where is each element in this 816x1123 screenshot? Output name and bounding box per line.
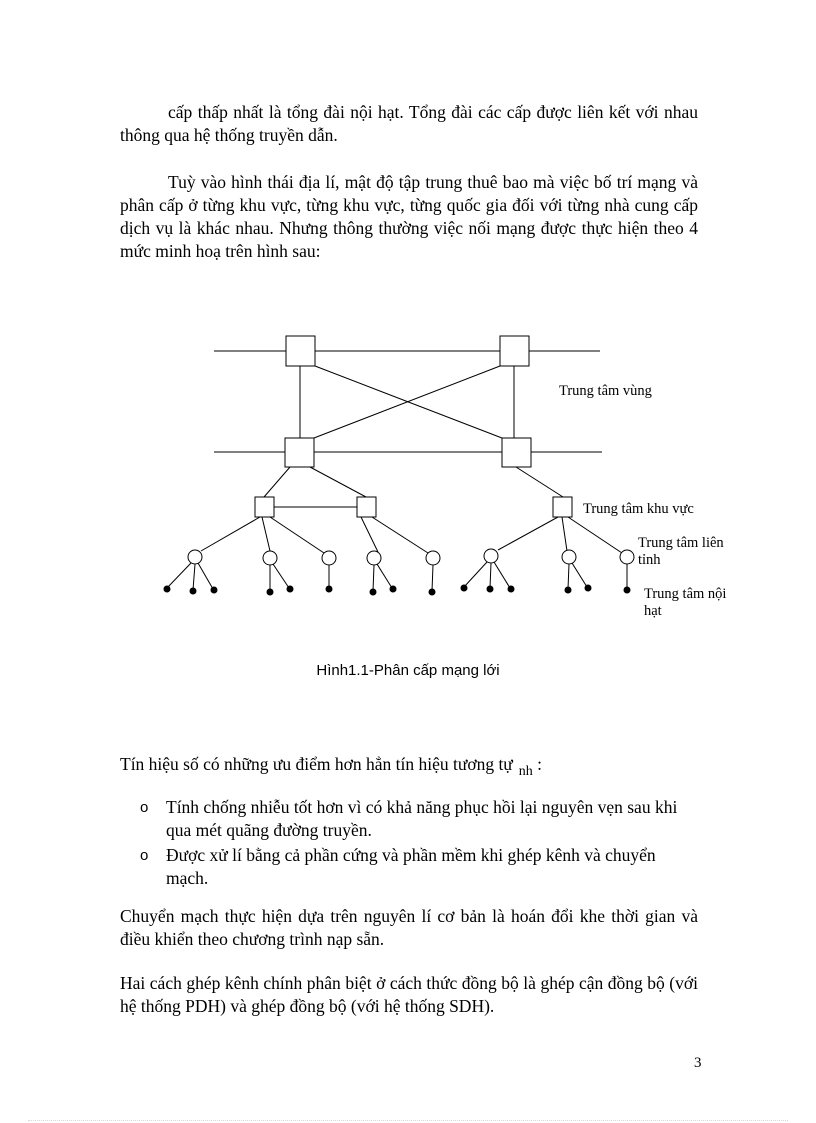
paragraph-4: Hai cách ghép kênh chính phân biệt ở cách thức đồng bộ là ghép cận đồng bộ (với hệ thống PDH) và ghép đồng bộ (với hệ thống SDH). [120,973,698,1016]
local-center-node [267,589,274,596]
list-item [140,844,700,890]
local-center-node [390,586,397,593]
provincial-center-node [188,550,202,564]
page-number: 3 [694,1055,702,1071]
bullet-marker: o [140,799,149,816]
label-regional-center: Trung tâm vùng [559,383,652,399]
advantages-intro [120,753,698,778]
provincial-center-node [322,551,336,565]
provincial-center-node [367,551,381,565]
provincial-center-node [562,550,576,564]
area-center-node [553,497,572,517]
regional-center-node [500,336,529,366]
label-provincial-center-line2: tỉnh [638,552,661,568]
local-center-node [624,587,631,594]
list-item [140,796,700,842]
local-center-node [287,586,294,593]
provincial-center-node [484,549,498,563]
advantages-intro-subscript: nh [518,764,533,779]
regional-center-node [286,336,315,366]
provincial-center-node [620,550,634,564]
local-center-node [326,586,333,593]
label-local-center-line1: Trung tâm nội [644,586,727,602]
list-item-text: Tính chống nhiễu tốt hơn vì có khả năng phục hồi lại nguyên vẹn sau khi qua mét quãng đường truyền. [166,797,678,840]
regional-center-node [285,438,314,467]
local-center-node [565,587,572,594]
local-center-node [461,585,468,592]
local-center-node [487,586,494,593]
label-area-center: Trung tâm khu vực [583,501,694,517]
paragraph-3: Chuyển mạch thực hiện dựa trên nguyên lí cơ bản là hoán đổi khe thời gian và điều khiển theo chương trình nạp sẵn. [120,906,698,949]
paragraph-2: Tuỳ vào hình thái địa lí, mật độ tập trung thuê bao mà việc bố trí mạng và phân cấp ở từng khu vực, từng khu vực, từng quốc gia đối với từng nhà cung cấp dịch vụ là khác nhau. Nhưng thông thường việc nối mạng được thực hiện theo 4 mức minh hoạ trên hình sau: [120,172,698,261]
local-center-node [164,586,171,593]
advantages-list [140,796,700,892]
local-center-node [370,589,377,596]
list-item-text: Được xử lí bằng cả phần cứng và phần mềm khi ghép kênh và chuyển mạch. [166,845,656,888]
page-bottom-rule [28,1120,788,1121]
local-exchange-nodes [164,585,631,596]
provincial-center-node [426,551,440,565]
local-center-node [190,588,197,595]
local-center-node [211,587,218,594]
advantages-intro-text: Tín hiệu số có những ưu điểm hơn hẳn tín hiệu tương tự [120,754,513,774]
bullet-marker: o [140,847,149,864]
area-center-node [357,497,376,517]
label-local-center-line2: hạt [644,603,662,619]
label-provincial-center-line1: Trung tâm liên [638,535,724,551]
local-center-node [508,586,515,593]
regional-center-node [502,438,531,467]
figure-caption: Hình1.1-Phân cấp mạng lới [316,662,500,679]
area-center-node [255,497,274,517]
paragraph-1: cấp thấp nhất là tổng đài nội hạt. Tổng đài các cấp được liên kết với nhau thông qua hệ thống truyền dẫn. [120,102,698,145]
local-center-node [585,585,592,592]
advantages-intro-end: : [532,754,543,774]
provincial-center-node [263,551,277,565]
local-center-node [429,589,436,596]
